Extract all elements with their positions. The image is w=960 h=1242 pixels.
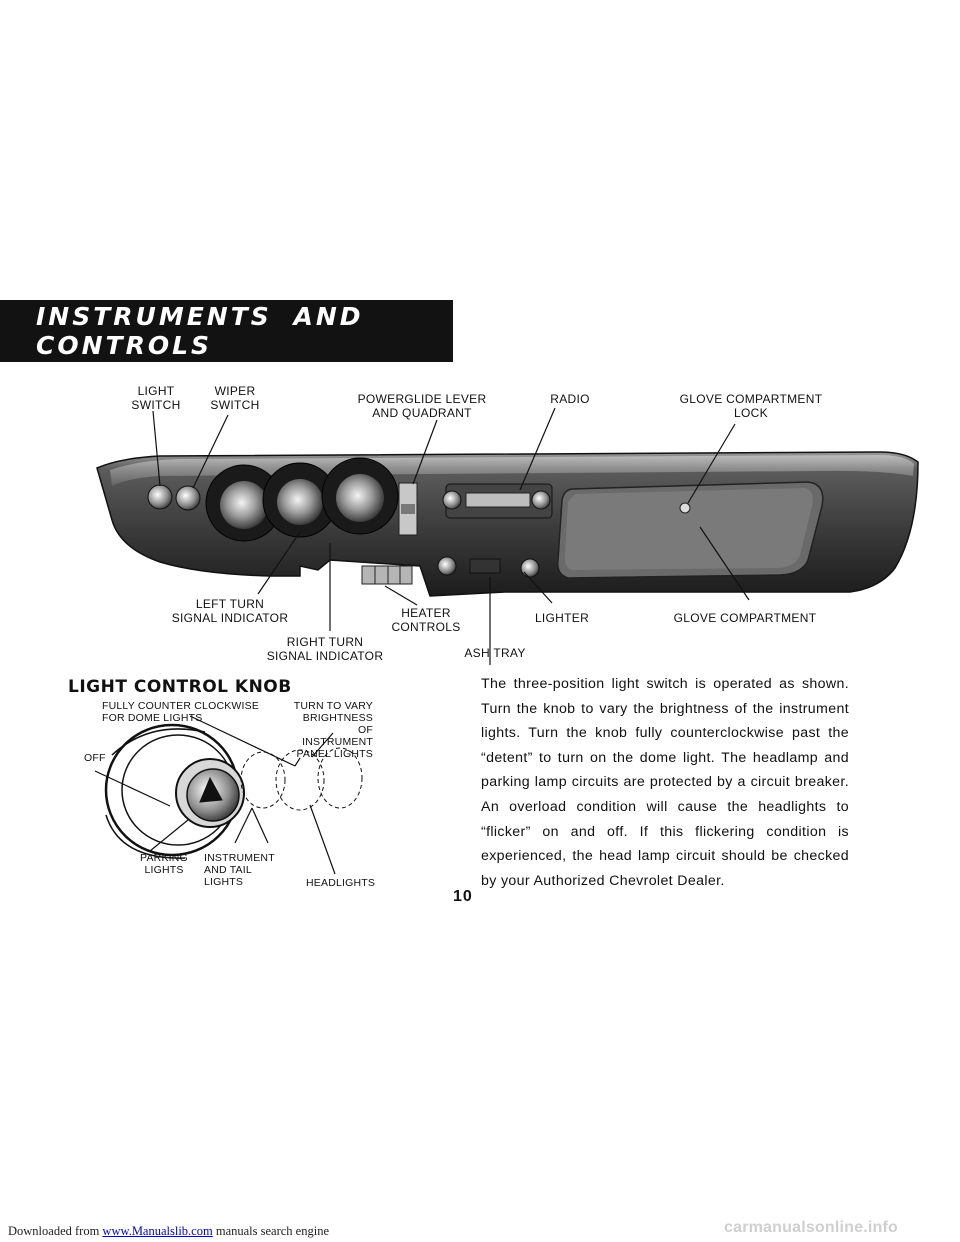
watermark-text: carmanualsonline.info [724,1219,899,1236]
knob-section-title: LIGHT CONTROL KNOB [68,677,292,697]
label-headlights: HEADLIGHTS [306,877,376,889]
label-line: SIGNAL INDICATOR [171,611,289,625]
label-line: FULLY COUNTER CLOCKWISE [102,700,260,712]
label-ash-tray: ASH TRAY [464,646,526,660]
label-line: PANEL LIGHTS [296,748,373,760]
label-line: LIGHT [137,384,175,398]
label-line: BRIGHTNESS OF [302,712,373,736]
download-footer [8,1224,329,1239]
manualslib-link[interactable]: www.Manualslib.com [102,1224,213,1238]
label-off: OFF [84,752,106,764]
label-line: HEATER [401,606,451,620]
label-parking-lights [134,852,194,876]
label-line: PARKING [140,852,188,864]
label-line: SIGNAL INDICATOR [266,649,384,663]
label-line: LEFT TURN [195,597,265,611]
label-line: LIGHTS [204,876,244,888]
label-lighter: LIGHTER [534,611,590,625]
label-line: FOR DOME LIGHTS [102,712,203,724]
label-line: INSTRUMENT [302,736,373,748]
label-line: RIGHT TURN [286,635,364,649]
label-ccw-dome [102,700,302,724]
label-line: INSTRUMENT [204,852,275,864]
body-paragraph: The three-position light switch is operated as shown. Turn the knob to vary the brightness of the instrument lights. Turn the knob fully counterclockwise past the “detent” to turn on the dome light. The headlamp and parking lamp circuits are protected by a circuit breaker. An overload condition will cause the headlights to “flicker” on and off. If this flickering condition is experienced, the head lamp circuit should be checked by your Authorized Chevrolet Dealer. [481,676,849,889]
label-radio: RADIO [550,392,590,406]
label-line: LIGHTS [144,864,184,876]
label-vary-brightness [290,700,373,760]
label-line: POWERGLIDE LEVER [357,392,487,406]
label-instrument-tail-lights [204,852,284,888]
label-line: CONTROLS [391,620,461,634]
label-line: AND QUADRANT [372,406,472,420]
label-line: SWITCH [131,398,181,412]
label-glove-compartment: GLOVE COMPARTMENT [673,611,817,625]
label-line: WIPER [214,384,256,398]
label-line: GLOVE COMPARTMENT [679,392,823,406]
label-line: LOCK [734,406,768,420]
label-line: TURN TO VARY [293,700,373,712]
section-header-title: INSTRUMENTS AND CONTROLS [36,302,364,360]
page-number: 10 [453,888,473,905]
label-line: AND TAIL [204,864,252,876]
label-line: SWITCH [210,398,260,412]
footer-prefix: Downloaded from [8,1224,103,1238]
footer-suffix: manuals search engine [212,1224,329,1238]
